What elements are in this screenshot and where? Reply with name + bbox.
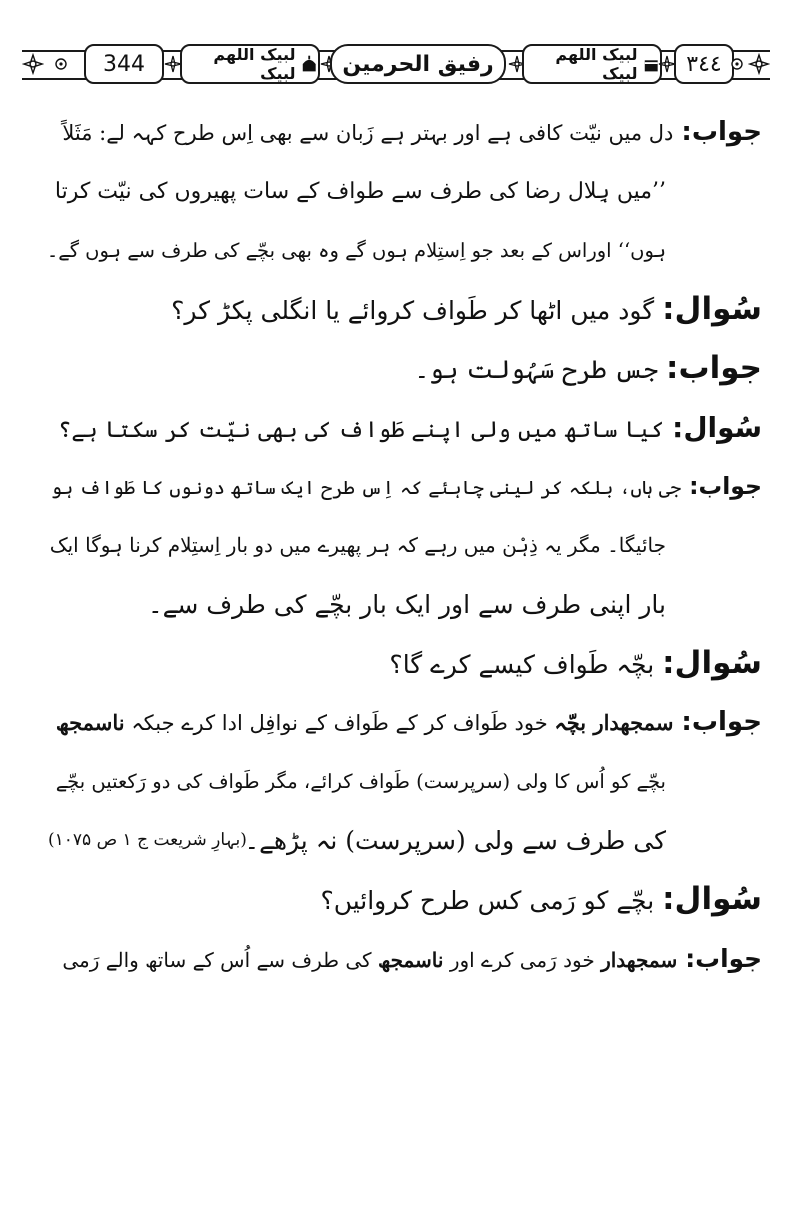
question-text: بچّے کو رَمی کس طرح کروائیں؟ [320, 886, 655, 915]
header-label-right-text: لبیک اللهم لبیک [555, 45, 638, 83]
answer-text-continued: ہوں‘‘ اوراس کے بعد جو اِستِلام ہوں گے وہ بھی بچّے کی طرف سے ہوں گے۔ [46, 239, 666, 262]
answer-text: جی ہاں، بلکہ کر لینی چاہئے کہ اِس طرح ایک ساتھ دونوں کا طَواف ہو [51, 477, 682, 499]
page-number: 344 [103, 51, 145, 77]
citation-reference: (بہارِ شریعت ج ۱ ص ۱۰۷۵) [48, 830, 247, 850]
text-line [48, 162, 762, 221]
answer-text: دل میں نیّت کافی ہے اور بہتر ہے زَبان سے بھی اِس طرح کہہ لے: مَثَلاً [62, 121, 674, 145]
answer-line [48, 457, 762, 516]
emphasis-text: ناسمجھ [55, 710, 125, 735]
page-number-urdu: ٣٤٤ [686, 51, 722, 77]
emphasis-text: سمجھدار [601, 948, 678, 972]
page-number-urdu-box [674, 44, 734, 84]
answer-text: کی طرف سے اُس کے ساتھ والے رَمی [62, 948, 372, 972]
question-label: سُوال: [672, 411, 762, 444]
answer-line [48, 339, 762, 398]
question-text: گود میں اٹھا کر طَواف کروائے یا انگلی پکڑ کر؟ [171, 296, 655, 325]
answer-text-continued: ’’میں ہِلال رضا کی طرف سے طواف کے سات پھیروں کی نیّت کرتا [54, 179, 666, 204]
header-label-left [180, 44, 320, 84]
question-text: کیا ساتھ میں ولی اپنے طَواف کی بھی نیّت کر سکتا ہے؟ [58, 417, 665, 443]
mosque-icon [300, 54, 318, 74]
answer-label: جواب: [685, 944, 762, 973]
emphasis-text: ناسمجھ [377, 948, 444, 972]
flourish-ornament-icon [22, 53, 44, 75]
header-label-right [522, 44, 662, 84]
emphasis-text: سمجھدار بچّہ [554, 710, 674, 735]
question-label: سُوال: [662, 881, 762, 917]
page-title: رفیق الحرمین [342, 51, 494, 77]
page-title-box [330, 44, 506, 84]
answer-text-continued: بچّے کو اُس کا ولی (سرپرست) طَواف کرائے، مگر طَواف کی دو رَکعتیں بچّے [55, 770, 666, 793]
answer-text-continued: بار اپنی طرف سے اور ایک بار بچّے کی طرف سے۔ [148, 590, 666, 619]
text-line [48, 752, 762, 811]
answer-text-continued: جائیگا۔ مگر یہ ذِہْن میں رہے کہ ہر پھیرے میں دو بار اِستِلام کرنا ہوگا ایک [49, 533, 666, 557]
question-label: سُوال: [662, 645, 762, 681]
question-line [48, 280, 762, 339]
header-label-left-text: لبیک اللهم لبیک [213, 45, 296, 83]
text-line [48, 221, 762, 280]
answer-text-continued: کی طرف سے ولی (سرپرست) نہ پڑھے۔ [244, 826, 666, 855]
answer-label: جواب: [689, 472, 762, 500]
question-text: بچّہ طَواف کیسے کرے گا؟ [389, 650, 655, 679]
answer-text: خود طَواف کر کے طَواف کے نوافِل ادا کرے جبکہ [131, 711, 548, 735]
answer-text: جس طرح سَہُولت ہو۔ [414, 355, 659, 384]
flourish-ornament-icon [748, 53, 770, 75]
question-line [48, 870, 762, 929]
answer-text: خود رَمی کرے اور [449, 948, 595, 972]
answer-line [48, 103, 762, 162]
flourish-ornament-icon [50, 53, 72, 75]
question-line [48, 634, 762, 693]
question-label: سُوال: [662, 291, 762, 327]
answer-label: جواب: [681, 117, 762, 147]
answer-label: جواب: [681, 707, 762, 737]
page-number-box [84, 44, 164, 84]
flourish-ornament-icon [726, 53, 748, 75]
question-line [48, 398, 762, 457]
answer-line [48, 929, 762, 988]
text-line [48, 811, 762, 870]
answer-label: جواب: [666, 350, 762, 386]
answer-line [48, 693, 762, 752]
text-line [48, 575, 762, 634]
page-body [48, 103, 762, 988]
text-line [48, 516, 762, 575]
page-header [22, 40, 770, 88]
